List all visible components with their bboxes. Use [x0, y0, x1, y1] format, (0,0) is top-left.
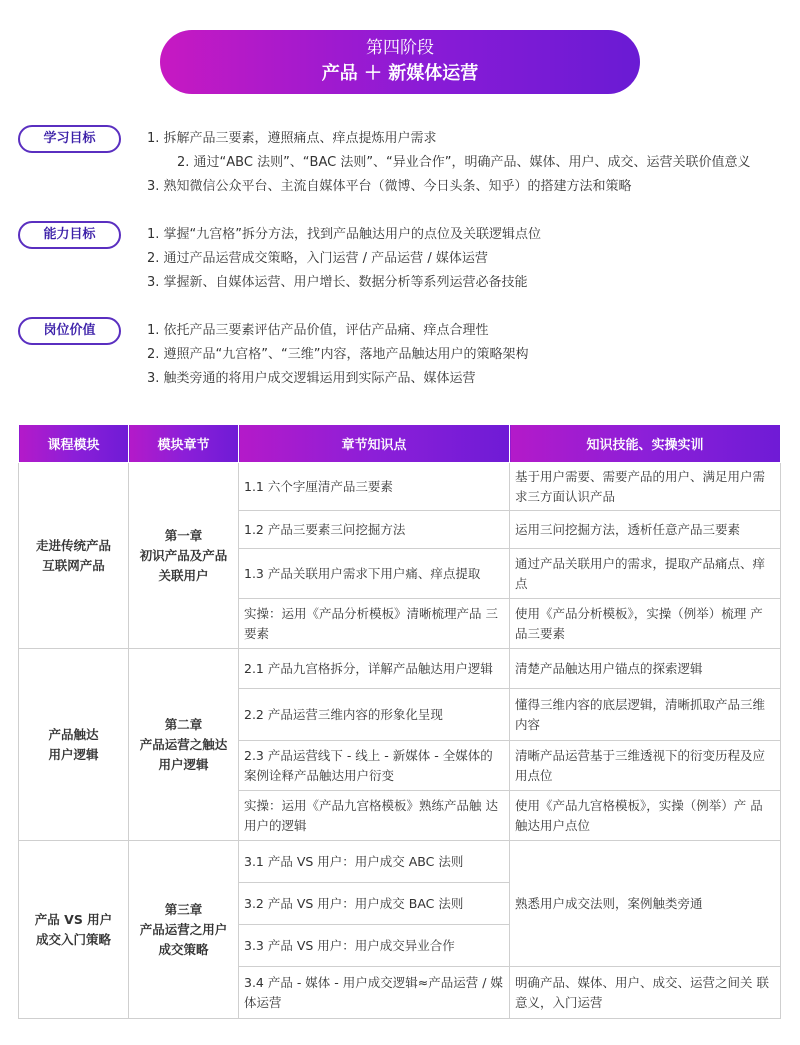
- skill-cell: 懂得三维内容的底层逻辑，清晰抓取产品三维内容: [510, 689, 781, 741]
- module-name-line: 成交入门策略: [35, 931, 111, 947]
- knowledge-point-cell: 3.4 产品 - 媒体 - 用户成交逻辑≈产品运营 / 媒体运营: [239, 967, 510, 1019]
- list-item: 3. 熟知微信公众平台、主流自媒体平台（微博、今日头条、知乎）的搭建方法和策略: [147, 179, 632, 194]
- module-name-line: 互联网产品: [42, 557, 105, 573]
- module-cell: [19, 649, 129, 841]
- skill-cell: 运用三问挖掘方法，透析任意产品三要素: [510, 511, 781, 549]
- list-item: 2. 遵照产品“九宫格”、“三维”内容，落地产品触达用户的策略架构: [147, 347, 529, 362]
- ability-goals-list: [147, 223, 541, 295]
- list-item: 2. 通过“ABC 法则”、“BAC 法则”、“异业合作”，明确产品、媒体、用户、成交、运营关联价值意义: [177, 155, 751, 170]
- stage-label: 第四阶段: [366, 38, 434, 58]
- learning-goals-list: [147, 127, 751, 199]
- knowledge-point-cell: 3.3 产品 VS 用户：用户成交异业合作: [239, 925, 510, 967]
- header-knowledge-point: 章节知识点: [239, 425, 510, 463]
- skill-cell: 使用《产品分析模板》，实操（例举）梳理 产品三要素: [510, 599, 781, 649]
- chapter-line: 产品运营之用户: [139, 921, 228, 937]
- job-value-list: [147, 319, 528, 391]
- skill-cell: 通过产品关联用户的需求，提取产品痛点、痒点: [510, 549, 781, 599]
- knowledge-point-cell: 1.1 六个字厘清产品三要素: [239, 463, 510, 511]
- module-name-line: 产品触达: [48, 726, 99, 742]
- chapter-line: 用户逻辑: [158, 756, 209, 772]
- table-row: [19, 649, 781, 689]
- chapter-line: 关联用户: [158, 567, 209, 583]
- stage-title: 产品 ＋ 新媒体运营: [321, 63, 479, 84]
- course-table: [18, 424, 781, 1019]
- chapter-cell: [129, 649, 239, 841]
- knowledge-point-cell: 1.3 产品关联用户需求下用户痛、痒点提取: [239, 549, 510, 599]
- module-cell: [19, 841, 129, 1019]
- chapter-line: 产品运营之触达: [139, 736, 228, 752]
- stage-banner: [160, 30, 640, 94]
- table-row: [19, 463, 781, 511]
- header-skill: 知识技能、实操实训: [510, 425, 781, 463]
- list-item: 1. 拆解产品三要素，遵照痛点、痒点提炼用户需求: [147, 131, 437, 146]
- chapter-cell: [129, 841, 239, 1019]
- skill-cell: 明确产品、媒体、用户、成交、运营之间关 联意义，入门运营: [510, 967, 781, 1019]
- chapter-cell: [129, 463, 239, 649]
- knowledge-point-cell: 2.1 产品九宫格拆分，详解产品触达用户逻辑: [239, 649, 510, 689]
- table-row: [19, 841, 781, 883]
- job-value-label: 岗位价值: [18, 317, 121, 345]
- list-item: 1. 依托产品三要素评估产品价值，评估产品痛、痒点合理性: [147, 323, 489, 338]
- knowledge-point-cell: 实操：运用《产品分析模板》清晰梳理产品 三要素: [239, 599, 510, 649]
- skill-cell: 清晰产品运营基于三维透视下的衍变历程及应用点位: [510, 741, 781, 791]
- skill-cell: 基于用户需要、需要产品的用户、满足用户需求三方面认识产品: [510, 463, 781, 511]
- module-name-line: 用户逻辑: [48, 746, 99, 762]
- module-name-line: 产品 VS 用户: [34, 911, 113, 927]
- skill-cell: 清楚产品触达用户锚点的探索逻辑: [510, 649, 781, 689]
- skill-cell: 使用《产品九宫格模板》，实操（例举）产 品触达用户点位: [510, 791, 781, 841]
- list-item: 1. 掌握“九宫格”拆分方法，找到产品触达用户的点位及关联逻辑点位: [147, 227, 542, 242]
- list-item: 2. 通过产品运营成交策略，入门运营 / 产品运营 / 媒体运营: [147, 251, 488, 266]
- module-name-line: 走进传统产品: [35, 537, 111, 553]
- knowledge-point-cell: 1.2 产品三要素三问挖掘方法: [239, 511, 510, 549]
- ability-goals-label: 能力目标: [18, 221, 121, 249]
- header-chapter: 模块章节: [129, 425, 239, 463]
- chapter-line: 第一章: [164, 527, 203, 543]
- chapter-line: 初识产品及产品: [139, 547, 228, 563]
- knowledge-point-cell: 2.2 产品运营三维内容的形象化呈现: [239, 689, 510, 741]
- list-item: 3. 触类旁通的将用户成交逻辑运用到实际产品、媒体运营: [147, 371, 476, 386]
- knowledge-point-cell: 3.1 产品 VS 用户：用户成交 ABC 法则: [239, 841, 510, 883]
- table-header-row: [19, 425, 781, 463]
- chapter-line: 第三章: [164, 901, 203, 917]
- chapter-line: 第二章: [164, 716, 203, 732]
- list-item: 3. 掌握新、自媒体运营、用户增长、数据分析等系列运营必备技能: [147, 275, 528, 290]
- module-cell: [19, 463, 129, 649]
- knowledge-point-cell: 实操：运用《产品九宫格模板》熟练产品触 达用户的逻辑: [239, 791, 510, 841]
- header-module: 课程模块: [19, 425, 129, 463]
- learning-goals-label: 学习目标: [18, 125, 121, 153]
- knowledge-point-cell: 2.3 产品运营线下 - 线上 - 新媒体 - 全媒体的 案例诠释产品触达用户衍变: [239, 741, 510, 791]
- knowledge-point-cell: 3.2 产品 VS 用户：用户成交 BAC 法则: [239, 883, 510, 925]
- chapter-line: 成交策略: [158, 941, 209, 957]
- skill-cell: 熟悉用户成交法则，案例触类旁通: [510, 841, 781, 967]
